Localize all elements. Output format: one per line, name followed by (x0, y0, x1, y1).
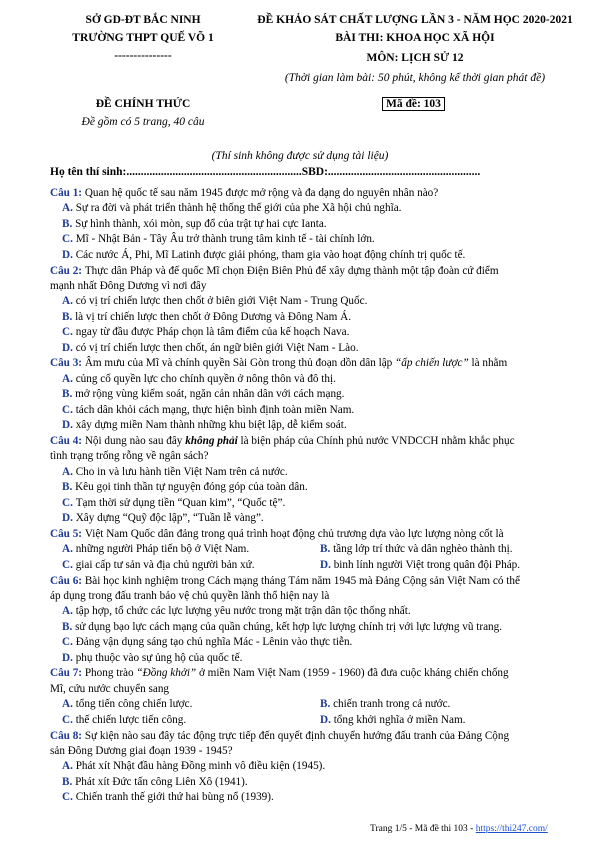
option-text: Chiến tranh thế giới thứ hai bùng nổ (1939). (75, 791, 274, 804)
option-text: chiến tranh trong cả nước. (333, 698, 451, 711)
question-stem-line (50, 574, 560, 589)
question-stem-line (50, 279, 560, 294)
exam-title: ĐỀ KHẢO SÁT CHẤT LƯỢNG LẦN 3 - NĂM HỌC 2020-2021 (257, 14, 573, 26)
question-text: sản Đông Dương giai đoạn 1939 - 1945? (50, 744, 233, 757)
option-letter: A. (62, 543, 76, 556)
answer-option[interactable] (320, 697, 570, 712)
option-text: tổng tiến công chiến lược. (75, 698, 193, 711)
option-letter: D. (62, 651, 76, 664)
subject-name: MÔN: LỊCH SỬ 12 (366, 52, 464, 64)
option-text: xây dựng miền Nam thành những khu biệt lập, dễ kiểm soát. (75, 419, 347, 431)
option-text: Phát xít Đức tấn công Liên Xô (1941). (75, 775, 248, 788)
answer-option[interactable] (320, 558, 570, 573)
question-number: Câu 5: (50, 527, 85, 540)
option-letter: B. (62, 217, 76, 230)
answer-option[interactable] (62, 511, 562, 526)
footer-page-info: Trang 1/5 - Mã đề thi 103 - (370, 824, 476, 834)
answer-option[interactable] (62, 403, 562, 418)
subject-group: BÀI THI: KHOA HỌC XÃ HỘI (335, 32, 495, 44)
option-text: thế chiến lược tiến công. (75, 713, 187, 726)
question-stem-line (50, 434, 560, 449)
department-name: SỞ GD-ĐT BẮC NINH (85, 14, 201, 26)
question-stem-line (50, 186, 560, 201)
option-letter: D. (62, 511, 76, 524)
option-letter: A. (62, 372, 76, 385)
question-stem-line (50, 729, 560, 744)
question-text: Quan hệ quốc tế sau năm 1945 được mở rộng và đa dạng do nguyên nhân nào? (84, 187, 439, 199)
question-number: Câu 1: (50, 187, 85, 199)
option-letter: A. (62, 295, 76, 308)
answer-option[interactable] (62, 372, 562, 387)
question-text: Mĩ, cứu nước chuyển sang (50, 682, 170, 695)
question-stem-line (50, 666, 560, 681)
answer-option[interactable] (62, 697, 312, 712)
option-text: củng cố quyền lực cho chính quyền ở nông thôn và đô thị. (75, 372, 336, 385)
official-label: ĐỀ CHÍNH THỨC (95, 98, 191, 110)
option-text: Phát xít Nhật đầu hàng Đồng minh vô điều kiện (1945). (75, 760, 326, 773)
option-text: mở rộng vùng kiểm soát, ngăn cản nhân dân với cách mạng. (75, 388, 345, 401)
question-text: Nội dung nào sau đây không phải là biện pháp của Chính phủ nước VNDCCH nhằm khắc phục (84, 434, 515, 447)
answer-option[interactable] (62, 558, 312, 573)
option-letter: B. (62, 310, 76, 323)
option-letter: D. (62, 248, 76, 261)
question-text: tình trạng trống rỗng về ngân sách? (50, 450, 209, 463)
option-letter: D. (62, 341, 76, 354)
answer-option[interactable] (62, 480, 562, 495)
answer-option[interactable] (62, 310, 562, 325)
option-letter: B. (62, 620, 76, 633)
question-text: mạnh nhất Đông Dương vì nơi đây (50, 279, 207, 292)
question-stem-line (50, 356, 560, 371)
option-letter: C. (62, 636, 76, 649)
question-number: Câu 6: (50, 574, 85, 587)
question-number: Câu 4: (50, 434, 85, 447)
option-text: có vị trí chiến lược then chốt, án ngữ biên giới Việt Nam - Lào. (75, 341, 359, 354)
answer-option[interactable] (62, 294, 562, 309)
question-stem-line (50, 449, 560, 464)
option-text: phụ thuộc vào sự ủng hộ của quốc tế. (75, 651, 243, 664)
option-letter: B. (62, 775, 76, 788)
answer-option[interactable] (62, 465, 562, 480)
no-materials-note: (Thí sinh không được sử dụng tài liệu) (211, 150, 389, 162)
option-text: sử dụng bạo lực cách mạng của quần chúng, kết hợp lực lượng chính trị với lực lượng vũ trang. (75, 620, 503, 633)
question-stem-line (50, 682, 560, 697)
option-letter: D. (62, 419, 76, 431)
option-text: Sự hình thành, xói mòn, sụp đổ của trật tự hai cực Ianta. (75, 217, 327, 230)
question-number: Câu 2: (50, 264, 85, 277)
exam-code-box (382, 96, 445, 113)
question-number: Câu 7: (50, 667, 85, 680)
page-count-note: Đề gồm có 5 trang, 40 câu (81, 116, 205, 128)
school-name: TRƯỜNG THPT QUẾ VÕ 1 (72, 32, 214, 44)
answer-option[interactable] (62, 248, 562, 263)
answer-option[interactable] (62, 651, 562, 666)
option-text: Đảng vận dụng sáng tạo chủ nghĩa Mác - Lênin vào thực tiễn. (75, 636, 353, 649)
answer-option[interactable] (62, 232, 562, 247)
question-text: Phong trào “Đồng khởi” ở miền Nam Việt Nam (1959 - 1960) đã đưa cuộc kháng chiến chống (84, 667, 509, 680)
option-letter: A. (62, 605, 76, 618)
option-text: tách dân khỏi cách mạng, thực hiện bình định toàn miền Nam. (75, 403, 355, 416)
question-number: Câu 8: (50, 729, 85, 742)
question-text: Sự kiện nào sau đây tác động trực tiếp đến quyết định chuyển hướng đấu tranh của Đảng Cộng (84, 729, 510, 742)
candidate-line: Họ tên thí sinh:.............................................................SBD:..................................................... (50, 166, 481, 178)
option-letter: B. (62, 388, 76, 401)
option-letter: A. (62, 465, 76, 478)
option-text: là vị trí chiến lược then chốt ở Đông Dương và Đông Nam Á. (75, 310, 352, 323)
answer-option[interactable] (62, 604, 562, 619)
answer-option[interactable] (62, 418, 562, 433)
option-text: tầng lớp trí thức và dân nghèo thành thị. (333, 543, 513, 556)
option-text: binh lính người Việt trong quân đội Pháp. (333, 558, 521, 571)
answer-option[interactable] (62, 775, 562, 790)
option-text: Cho in và lưu hành tiền Việt Nam trên cả nước. (75, 465, 288, 478)
option-letter: C. (62, 403, 76, 416)
answer-option[interactable] (62, 759, 562, 774)
answer-option[interactable] (320, 542, 570, 557)
option-letter: C. (62, 326, 76, 339)
footer-link[interactable]: https://thi247.com/ (475, 824, 548, 834)
option-letter: B. (320, 543, 334, 556)
answer-option[interactable] (62, 325, 562, 340)
question-stem-line (50, 744, 560, 759)
answer-option[interactable] (62, 341, 562, 356)
answer-option[interactable] (320, 713, 570, 728)
answer-option[interactable] (62, 217, 562, 232)
answer-option[interactable] (62, 201, 562, 216)
answer-option[interactable] (62, 635, 562, 650)
answer-option[interactable] (62, 713, 312, 728)
time-note: (Thời gian làm bài: 50 phút, không kể thời gian phát đề) (284, 72, 546, 84)
option-text: những người Pháp tiến bộ ở Việt Nam. (75, 543, 250, 556)
option-letter: B. (62, 481, 76, 494)
option-letter: A. (62, 698, 76, 711)
option-text: tổng khởi nghĩa ở miền Nam. (333, 713, 466, 726)
option-text: tập hợp, tổ chức các lực lượng yêu nước trong mặt trận dân tộc thống nhất. (75, 605, 411, 618)
answer-option[interactable] (62, 387, 562, 402)
option-text: Tạm thời sử dụng tiền “Quan kim”, “Quốc tệ”. (75, 496, 286, 509)
question-text: áp dụng trong đấu tranh bảo vệ chủ quyền lãnh thổ hiện nay là (50, 589, 330, 602)
option-letter: A. (62, 760, 76, 773)
footer (370, 824, 548, 834)
option-text: giai cấp tư sản và địa chủ người bản xứ. (75, 558, 255, 571)
answer-option[interactable] (62, 542, 312, 557)
question-stem-line (50, 264, 560, 279)
option-text: ngay từ đầu được Pháp chọn là tâm điểm của kế hoạch Nava. (75, 326, 350, 339)
option-letter: C. (62, 496, 76, 509)
option-letter: B. (320, 698, 334, 711)
header-divider: --------------- (114, 50, 172, 62)
question-text: Âm mưu của Mĩ và chính quyền Sài Gòn trong thủ đoạn dồn dân lập “ấp chiến lược” là nhằm (84, 357, 508, 370)
question-text: Việt Nam Quốc dân đảng trong quá trình hoạt động chủ trương dựa vào lực lượng nòng cốt là (84, 527, 504, 540)
answer-option[interactable] (62, 790, 562, 805)
option-letter: C. (62, 558, 76, 571)
answer-option[interactable] (62, 496, 562, 511)
question-text: Bài học kinh nghiệm trong Cách mạng tháng Tám năm 1945 mà Đảng Cộng sản Việt Nam có thể (84, 574, 520, 587)
option-letter: D. (320, 713, 334, 726)
option-text: Kêu gọi tinh thần tự nguyện đóng góp của toàn dân. (75, 481, 308, 494)
option-letter: C. (62, 233, 76, 246)
option-letter: A. (62, 202, 76, 215)
option-text: Các nước Á, Phi, Mĩ Latinh được giải phóng, tham gia vào hoạt động chính trị quốc tế. (75, 248, 466, 261)
exam-code: Mã đề: 103 (382, 97, 445, 111)
option-text: có vị trí chiến lược then chốt ở biên giới Việt Nam - Trung Quốc. (75, 295, 368, 308)
option-letter: D. (320, 558, 334, 571)
question-stem-line (50, 589, 560, 604)
option-text: Mĩ - Nhật Bản - Tây Âu trở thành trung tâm kinh tế - tài chính lớn. (75, 233, 375, 246)
option-text: Xây dựng “Quỹ độc lập”, “Tuần lễ vàng”. (75, 511, 264, 524)
option-letter: C. (62, 791, 76, 804)
option-text: Sự ra đời và phát triển thành hệ thống thế giới của phe Xã hội chủ nghĩa. (75, 202, 402, 215)
question-number: Câu 3: (50, 357, 85, 370)
option-letter: C. (62, 713, 76, 726)
answer-option[interactable] (62, 620, 562, 635)
question-text: Thực dân Pháp và đế quốc Mĩ chọn Điện Biên Phủ để xây dựng thành một tập đoàn cứ điểm (84, 264, 499, 277)
question-stem-line (50, 527, 560, 542)
